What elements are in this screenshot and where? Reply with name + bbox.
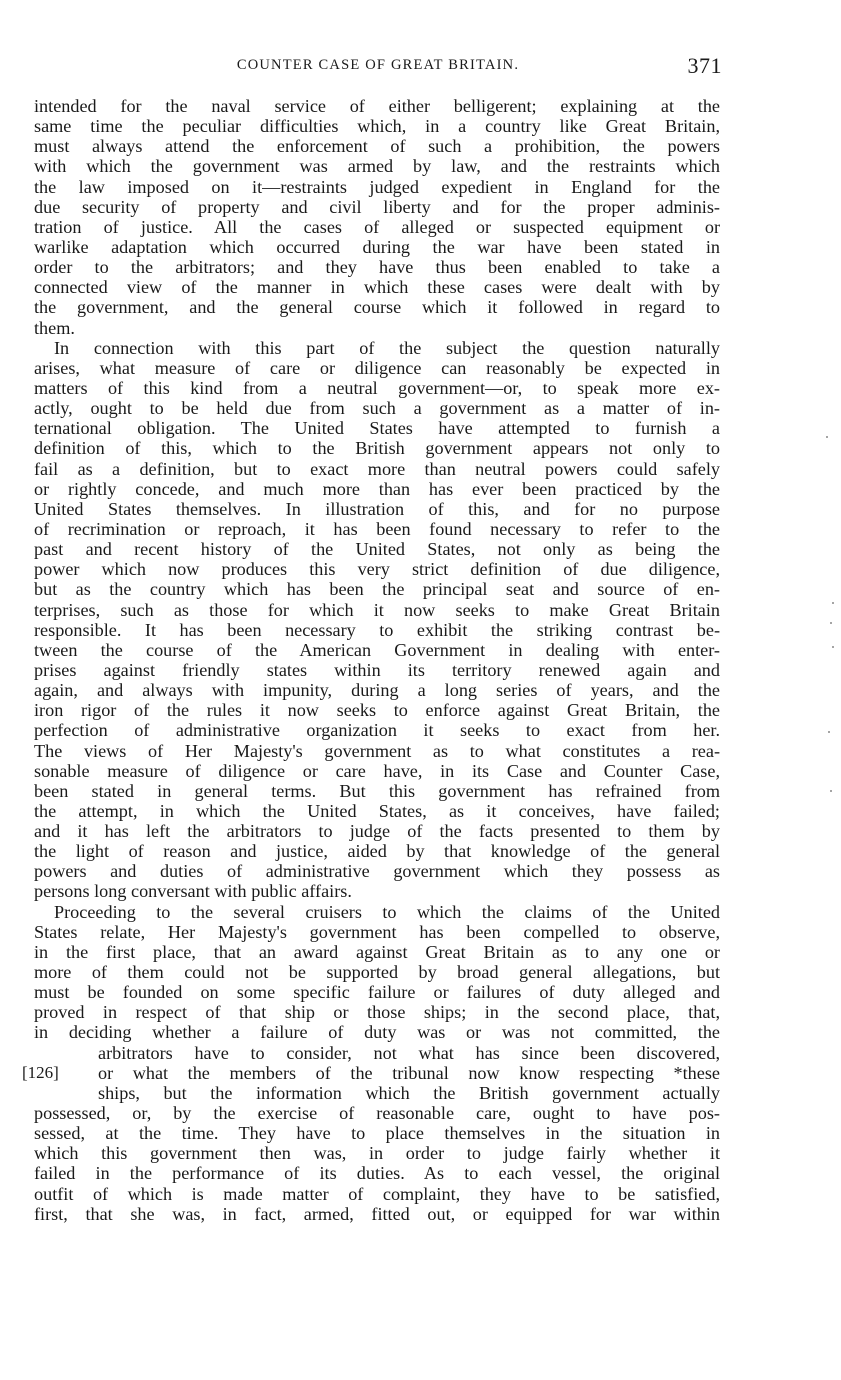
text-line: tween the course of the American Government in dealing with enter- [34,639,720,660]
text-line: outfit of which is made matter of complaint, they have to be satisfied, [34,1183,720,1204]
text-line: tration of justice. All the cases of alleged or suspected equipment or [34,216,720,237]
paragraph-1 [34,96,720,338]
text-line: fail as a definition, but to exact more than neutral powers could safely [34,458,720,479]
text-line: past and recent history of the United States, not only as being the [34,539,720,560]
text-line: with which the government was armed by law, and the restraints which [34,156,720,177]
text-line: warlike adaptation which occurred during the war have been stated in [34,236,720,257]
text-line: again, and always with impunity, during a long series of years, and the [34,680,720,701]
margin-page-reference: [126] [22,1062,59,1082]
scan-speck [832,646,834,648]
running-head: COUNTER CASE OF GREAT BRITAIN. [236,57,520,73]
scan-speck [828,731,830,733]
text-line: the attempt, in which the United States, as it conceives, have failed; [34,800,720,821]
text-line: more of them could not be supported by broad general allegations, but [34,962,720,983]
scan-speck [832,602,834,604]
text-line: In connection with this part of the subject the question naturally [54,337,720,358]
text-line: been stated in general terms. But this government has refrained from [34,780,720,801]
text-line: possessed, or, by the exercise of reasonable care, ought to have pos- [34,1103,720,1124]
text-line: but as the country which has been the principal seat and source of en- [34,579,720,600]
text-line: ships, but the information which the British government actually [98,1082,720,1103]
text-line: perfection of administrative organization it seeks to exact from her. [34,720,720,741]
paragraph-3 [34,902,720,1043]
text-line: actly, ought to be held due from such a government as a matter of in- [34,398,720,419]
body-text [22,96,720,1224]
text-line: sonable measure of diligence or care have, in its Case and Counter Case, [34,760,720,781]
text-line: Proceeding to the several cruisers to which the claims of the United [54,901,720,922]
text-line: same time the peculiar difficulties which, in a country like Great Britain, [34,116,720,137]
text-line: definition of this, which to the British government appears not only to [34,438,720,459]
text-line: which this government then was, in order to judge fairly whether it [34,1143,720,1164]
text-line: arises, what measure of care or diligence can reasonably be expected in [34,357,720,378]
text-line: the light of reason and justice, aided by that knowledge of the general [34,841,720,862]
text-line: in the first place, that an award against Great Britain as to any one or [34,941,720,962]
text-line: in deciding whether a failure of duty was or was not committed, the [34,1022,720,1043]
text-line: prises against friendly states within its territory renewed again and [34,659,720,680]
paragraph-2 [34,338,720,902]
text-line: first, that she was, in fact, armed, fitted out, or equipped for war within [34,1203,720,1224]
text-line: ternational obligation. The United States have attempted to furnish a [34,418,720,439]
paragraph-3-continued [34,1103,720,1224]
scan-speck [830,622,832,624]
text-line: terprises, such as those for which it now seeks to make Great Britain [34,599,720,620]
text-line: must always attend the enforcement of such a prohibition, the powers [34,136,720,157]
text-line: proved in respect of that ship or those ships; in the second place, that, [34,1002,720,1023]
text-line: iron rigor of the rules it now seeks to enforce against Great Britain, the [34,700,720,721]
margin-ref-block [22,1042,720,1103]
text-line: connected view of the manner in which these cases were dealt with by [34,277,720,298]
text-line: the law imposed on it—restraints judged expedient in England for the [34,176,720,197]
scan-speck [826,436,828,438]
text-line [22,1062,720,1083]
text-line: the government, and the general course which it followed in regard to [34,297,720,318]
text-line: them. [34,317,75,338]
text-line: order to the arbitrators; and they have thus been enabled to take a [34,257,720,278]
text-line: due security of property and civil liberty and for the proper adminis- [34,196,720,217]
text-line: must be founded on some specific failure or failures of duty alleged and [34,982,720,1003]
text-line: powers and duties of administrative government which they possess as [34,861,720,882]
text-line: matters of this kind from a neutral government—or, to speak more ex- [34,377,720,398]
text-line: sessed, at the time. They have to place themselves in the situation in [34,1123,720,1144]
text-line: responsible. It has been necessary to exhibit the striking contrast be- [34,619,720,640]
text-line: failed in the performance of its duties. As to each vessel, the original [34,1163,720,1184]
text-line: persons long conversant with public affairs. [34,881,352,902]
scan-speck [830,790,832,792]
text-line: arbitrators have to consider, not what has since been discovered, [98,1042,720,1063]
text-line: intended for the naval service of either belligerent; explaining at the [34,96,720,116]
text-line: or rightly concede, and much more than has ever been practiced by the [34,478,720,499]
text-line: The views of Her Majesty's government as to what constitutes a rea- [34,740,720,761]
text-line: and it has left the arbitrators to judge of the facts presented to them by [34,821,720,842]
text-line: of recrimination or reproach, it has been found necessary to refer to the [34,518,720,539]
text-line: United States themselves. In illustration of this, and for no purpose [34,498,720,519]
page-header [34,55,722,81]
text-line: power which now produces this very strict definition of due diligence, [34,559,720,580]
text-line: States relate, Her Majesty's government has been compelled to observe, [34,921,720,942]
text-line-content: or what the members of the tribunal now know respecting *these [98,1062,720,1083]
page-number: 371 [687,53,722,78]
